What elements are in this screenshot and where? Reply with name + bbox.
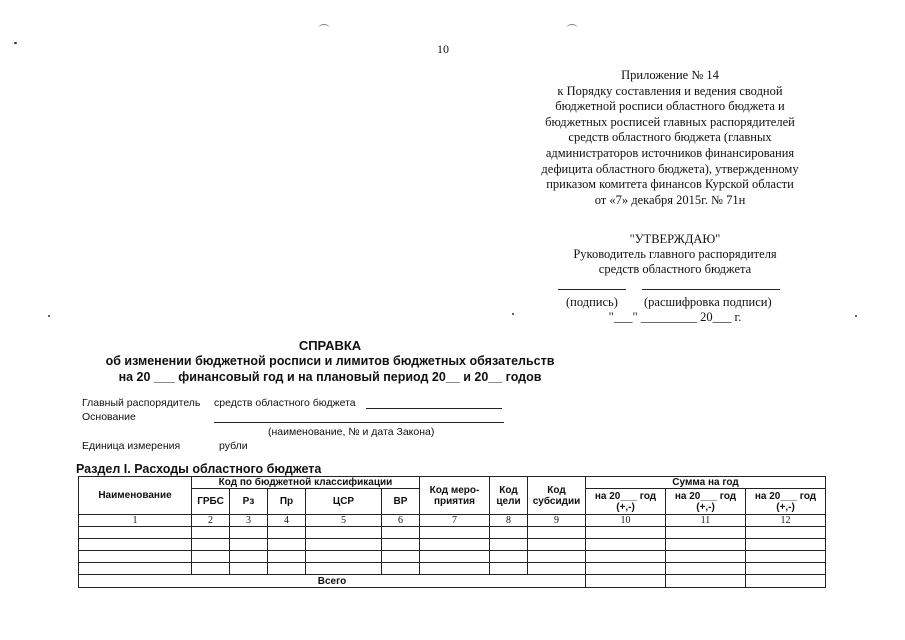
scan-mark	[318, 24, 330, 33]
column-number: 5	[306, 515, 382, 527]
form-subtitle-line: об изменении бюджетной росписи и лимитов бюджетных обязательств	[105, 354, 555, 368]
signature-line	[558, 279, 626, 290]
appendix-line: от «7» декабря 2015г. № 71н	[594, 192, 746, 207]
header-rz: Рз	[230, 489, 268, 515]
header-budget-code-group: Код по бюджетной классификации	[192, 477, 420, 489]
unit-value: рубли	[219, 440, 248, 452]
scan-speck	[48, 315, 50, 317]
table-row	[79, 539, 826, 551]
decoding-line	[642, 279, 780, 290]
column-number: 9	[528, 515, 586, 527]
appendix-line: бюджетной росписи областного бюджета и	[555, 99, 785, 114]
decoding-label: (расшифровка подписи)	[644, 295, 772, 309]
scan-speck	[512, 313, 514, 315]
appendix-line: к Порядку составления и ведения сводной	[557, 83, 783, 98]
total-label: Всего	[79, 575, 586, 588]
signature-labels	[540, 295, 810, 310]
form-title: СПРАВКА	[298, 338, 362, 353]
column-number: 8	[490, 515, 528, 527]
scan-mark	[566, 24, 578, 33]
basis-fill-line	[214, 422, 504, 423]
page-number: 10	[437, 42, 449, 56]
approval-line: средств областного бюджета	[598, 262, 752, 276]
header-event-code: Код меро- приятия	[420, 477, 490, 515]
basis-hint: (наименование, № и дата Закона)	[268, 426, 435, 438]
chief-value: средств областного бюджета	[214, 397, 356, 409]
total-row	[79, 575, 826, 588]
approval-block	[540, 232, 810, 325]
appendix-block	[540, 68, 800, 208]
scan-speck	[855, 315, 857, 317]
header-vr: ВР	[382, 489, 420, 515]
column-number: 4	[268, 515, 306, 527]
form-subtitle-line: на 20 ___ финансовый год и на плановый период 20__ и 20__ годов	[118, 369, 542, 384]
header-goal-code: Код цели	[490, 477, 528, 515]
chief-label: Главный распорядитель	[82, 397, 201, 409]
column-number: 6	[382, 515, 420, 527]
signature-label: (подпись)	[566, 295, 618, 309]
table-row	[79, 563, 826, 575]
approval-date-line: "___" _________ 20___ г.	[608, 310, 742, 324]
column-number: 11	[666, 515, 746, 527]
table-row	[79, 551, 826, 563]
header-year2: на 20___ год (+,-)	[666, 489, 746, 515]
header-year1: на 20___ год (+,-)	[586, 489, 666, 515]
column-number: 1	[79, 515, 192, 527]
appendix-line: бюджетных росписей главных распорядителей	[545, 114, 795, 129]
header-name: Наименование	[79, 477, 192, 515]
total-year2	[666, 575, 746, 588]
signature-lines	[540, 277, 810, 295]
total-year1	[586, 575, 666, 588]
column-number: 12	[746, 515, 826, 527]
table-row	[79, 527, 826, 539]
form-title-block	[70, 338, 590, 385]
total-year3	[746, 575, 826, 588]
column-number: 7	[420, 515, 490, 527]
header-grbs: ГРБС	[192, 489, 230, 515]
appendix-line: Приложение № 14	[621, 68, 719, 82]
unit-label: Единица измерения	[82, 440, 181, 452]
column-number: 3	[230, 515, 268, 527]
section-title: Раздел I. Расходы областного бюджета	[76, 462, 322, 476]
chief-fill-line	[366, 408, 502, 409]
expenses-table	[78, 476, 826, 588]
column-number-row	[79, 515, 826, 527]
approval-line: Руководитель главного распорядителя	[573, 247, 777, 261]
header-year3: на 20___ год (+,-)	[746, 489, 826, 515]
column-number: 2	[192, 515, 230, 527]
appendix-line: приказом комитета финансов Курской области	[546, 177, 794, 192]
approval-heading: "УТВЕРЖДАЮ"	[629, 232, 721, 246]
header-pr: Пр	[268, 489, 306, 515]
appendix-line: средств областного бюджета (главных	[568, 130, 772, 145]
scan-speck	[14, 42, 17, 44]
header-sum-group: Сумма на год	[586, 477, 826, 489]
appendix-line: дефицита областного бюджета), утвержденному	[541, 161, 799, 176]
header-subsidy-code: Код субсидии	[528, 477, 586, 515]
header-csr: ЦСР	[306, 489, 382, 515]
basis-label: Основание	[82, 411, 136, 423]
appendix-line: администраторов источников финансирования	[545, 145, 795, 160]
column-number: 10	[586, 515, 666, 527]
